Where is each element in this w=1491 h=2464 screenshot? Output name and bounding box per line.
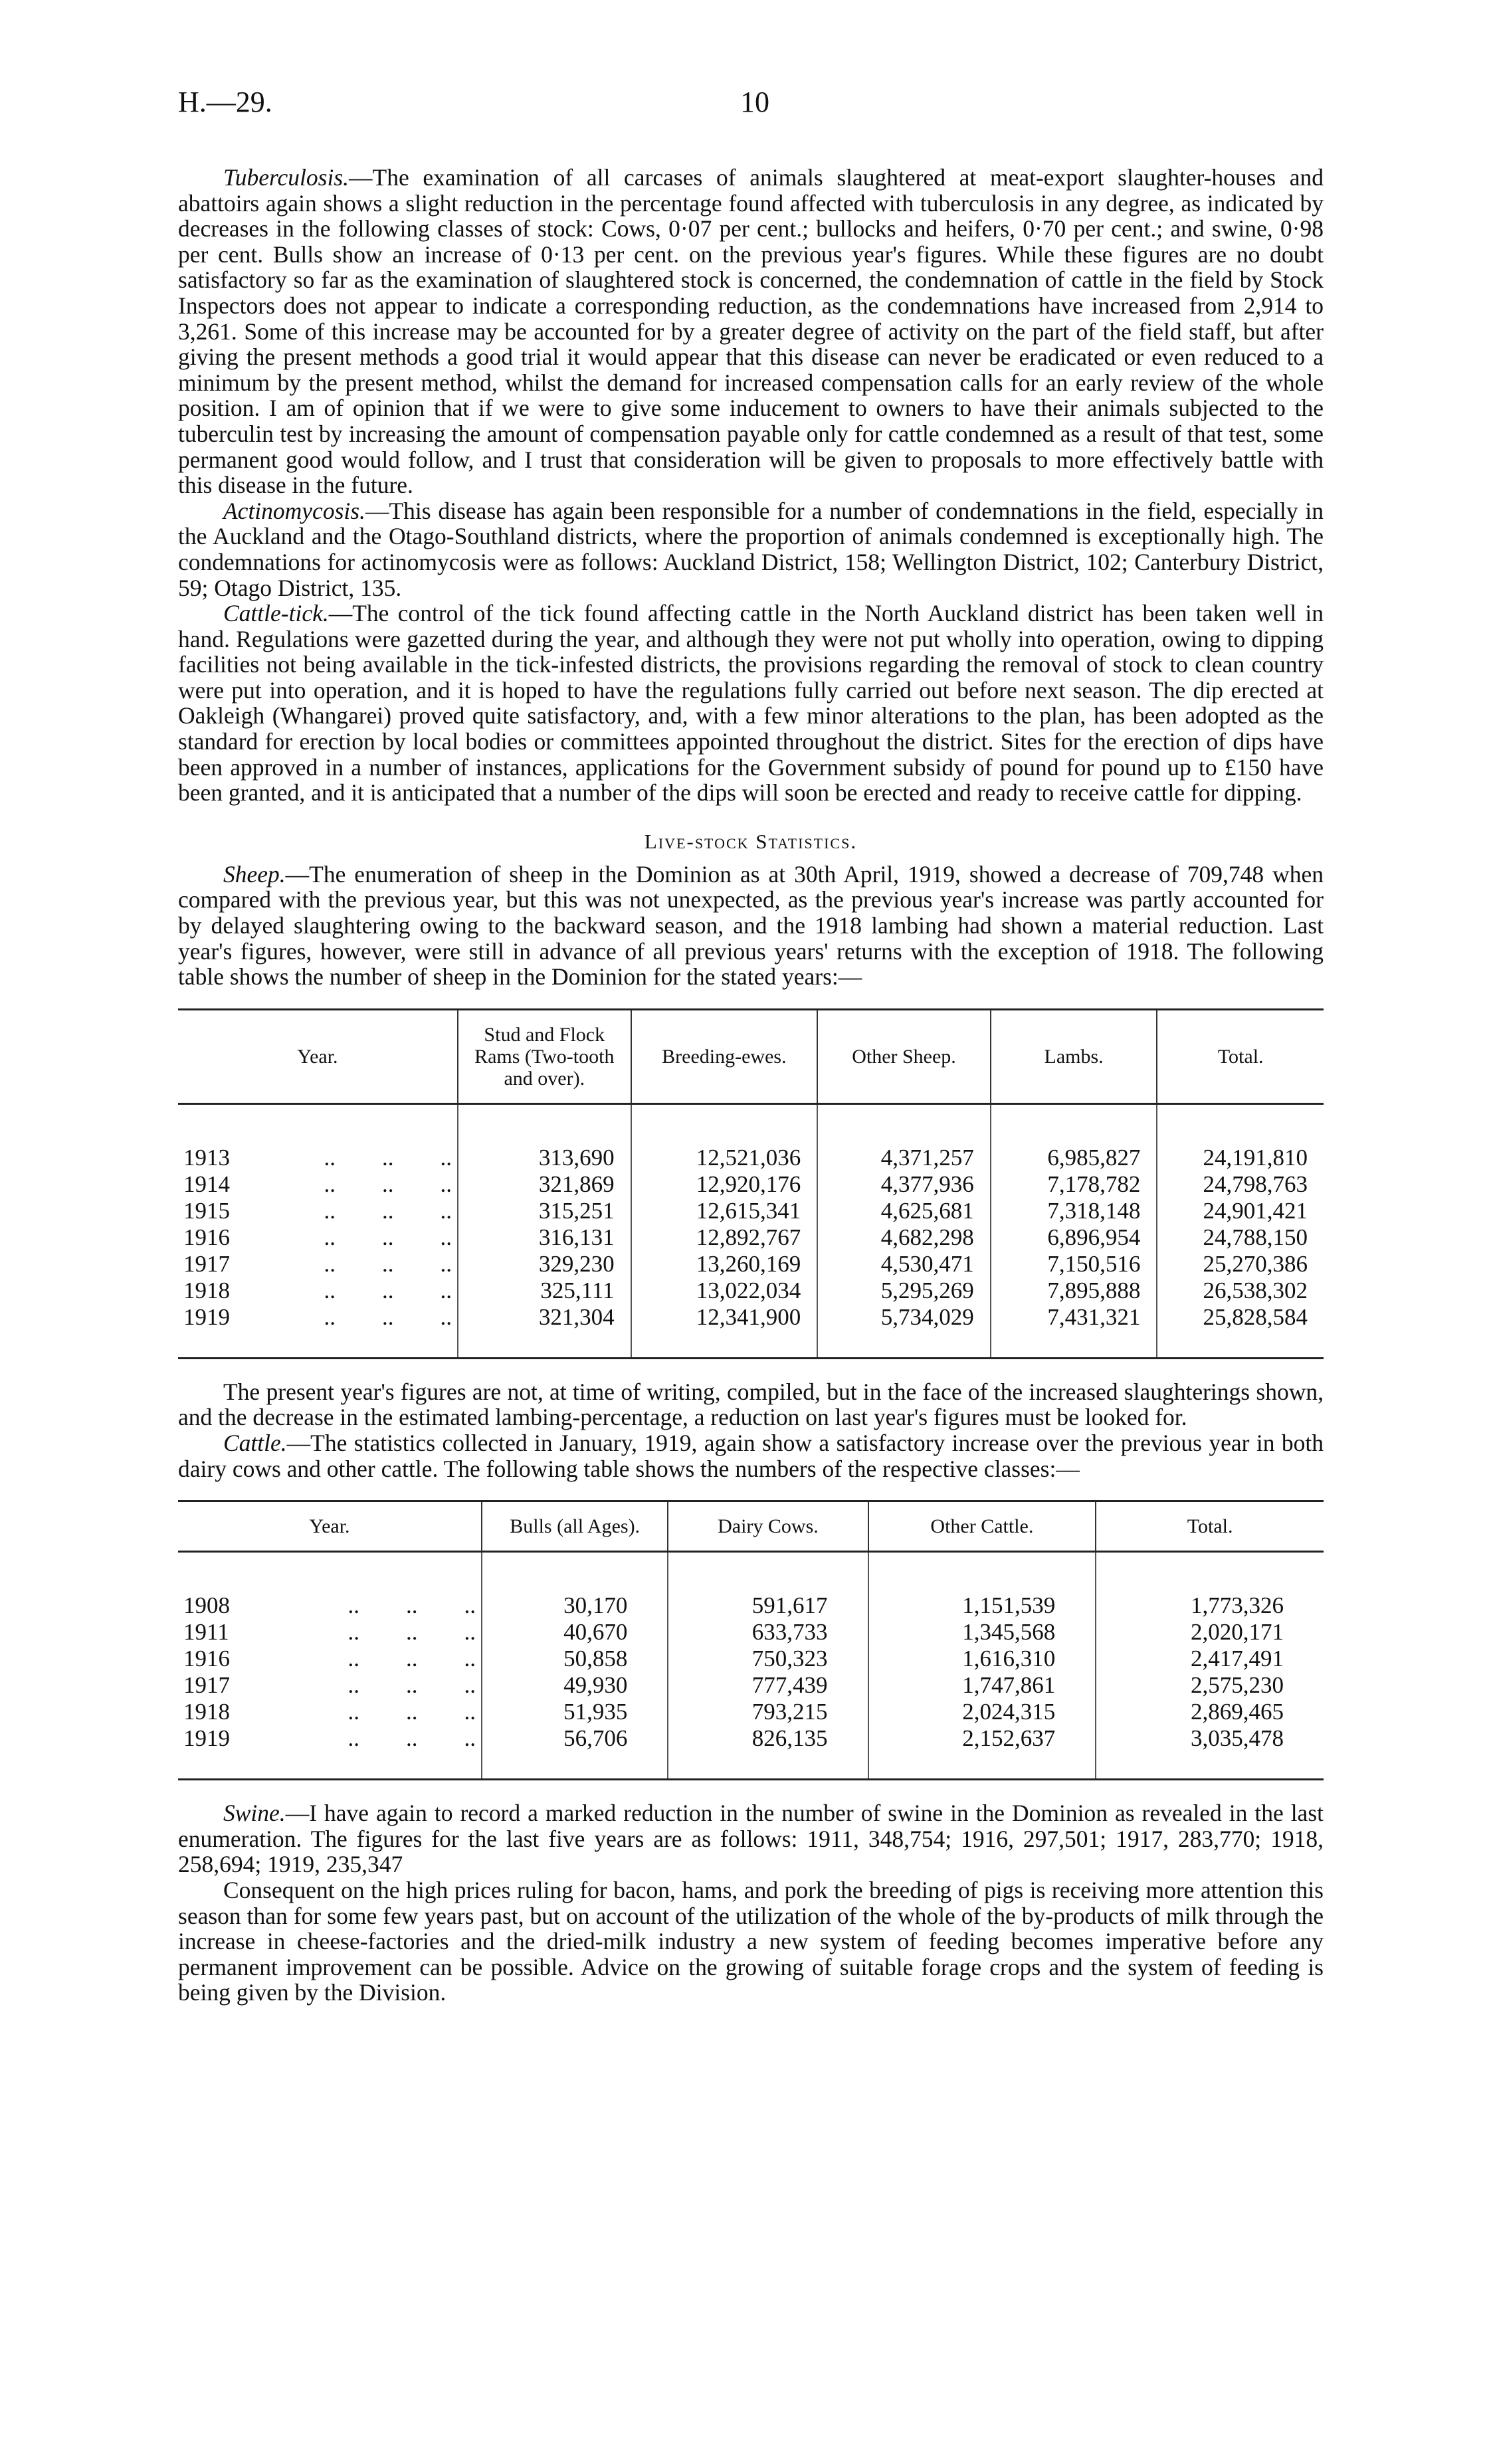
value-cell: 4,530,471 — [817, 1251, 991, 1278]
spacer-cell — [868, 1552, 1096, 1593]
year-label: 1918 — [183, 1277, 230, 1303]
value-cell: 12,615,341 — [631, 1198, 818, 1224]
spacer-cell — [668, 1552, 868, 1593]
year-cell — [178, 1592, 482, 1619]
value-cell: 2,575,230 — [1096, 1672, 1324, 1699]
year-cell — [178, 1278, 458, 1304]
column-header: Lambs. — [991, 1009, 1157, 1103]
spacer-cell — [1096, 1552, 1324, 1593]
leader-dots: .. .. .. — [348, 1619, 476, 1646]
year-label: 1908 — [183, 1592, 230, 1619]
value-cell: 2,024,315 — [868, 1699, 1096, 1725]
value-cell: 13,260,169 — [631, 1251, 818, 1278]
paragraph-sheep-outlook: The present year's figures are not, at time of writing, compiled, but in the face of the increased slaughterings shown, and the decrease in the estimated lambing-percentage, a reduction on last year's figures must be looked for. — [178, 1378, 1324, 1431]
table-row — [178, 1592, 1324, 1619]
value-cell: 313,690 — [458, 1145, 631, 1171]
value-cell: 1,151,539 — [868, 1592, 1096, 1619]
leader-dots: .. .. .. — [324, 1224, 452, 1250]
paragraph-cattle: Cattle.—The statistics collected in January, 1919, again show a satisfactory increase over the previous year in both dairy cows and other cattle. The following table shows the numbers of the respective classes:— — [178, 1430, 1324, 1482]
leader-dots: .. .. .. — [324, 1250, 452, 1277]
spacer-cell — [668, 1752, 868, 1780]
paragraph-sheep: Sheep.—The enumeration of sheep in the Dominion as at 30th April, 1919, showed a decrease of 709,748 when compared with the previous year, but this was not unexpected, as the previous year's increase was partly accounted for by delayed slaughtering owing to the backward season, and the 1918 lambing had shown a material reduction. Last year's figures, however, were still in advance of all previous years' returns with the exception of 1918. The following table shows the number of sheep in the Dominion for the stated years:— — [178, 860, 1324, 991]
year-cell — [178, 1224, 458, 1251]
table-row — [178, 1278, 1324, 1304]
value-cell: 24,191,810 — [1157, 1145, 1324, 1171]
table-row — [178, 1699, 1324, 1725]
leader-dots: .. .. .. — [348, 1725, 476, 1752]
value-cell: 826,135 — [668, 1725, 868, 1752]
value-cell: 321,869 — [458, 1171, 631, 1198]
spacer-cell — [631, 1103, 818, 1145]
year-label: 1917 — [183, 1672, 230, 1699]
year-cell — [178, 1619, 482, 1646]
leader-dots: .. .. .. — [348, 1699, 476, 1725]
table-row — [178, 1725, 1324, 1752]
spacer-cell — [178, 1103, 458, 1145]
value-cell: 325,111 — [458, 1278, 631, 1304]
spacer-cell — [868, 1752, 1096, 1780]
column-header: Breeding-ewes. — [631, 1009, 818, 1103]
year-cell — [178, 1672, 482, 1699]
value-cell: 12,892,767 — [631, 1224, 818, 1251]
value-cell: 2,020,171 — [1096, 1619, 1324, 1646]
table-row — [178, 1145, 1324, 1171]
year-cell — [178, 1699, 482, 1725]
leader-dots: .. .. .. — [348, 1592, 476, 1619]
leader-dots: .. .. .. — [324, 1303, 452, 1330]
value-cell: 4,682,298 — [817, 1224, 991, 1251]
leader-dots: .. .. .. — [324, 1144, 452, 1171]
value-cell: 12,521,036 — [631, 1145, 818, 1171]
spacer-cell — [1157, 1103, 1324, 1145]
leader-dots: .. .. .. — [348, 1672, 476, 1699]
value-cell: 7,895,888 — [991, 1278, 1157, 1304]
value-cell: 4,625,681 — [817, 1198, 991, 1224]
value-cell: 3,035,478 — [1096, 1725, 1324, 1752]
table-row — [178, 1304, 1324, 1331]
value-cell: 12,341,900 — [631, 1304, 818, 1331]
value-cell: 6,896,954 — [991, 1224, 1157, 1251]
value-cell: 12,920,176 — [631, 1171, 818, 1198]
value-cell: 777,439 — [668, 1672, 868, 1699]
value-cell: 50,858 — [482, 1646, 668, 1672]
spacer-cell — [482, 1752, 668, 1780]
value-cell: 315,251 — [458, 1198, 631, 1224]
sheep-table — [178, 1008, 1324, 1359]
value-cell: 2,152,637 — [868, 1725, 1096, 1752]
spacer-cell — [817, 1103, 991, 1145]
value-cell: 30,170 — [482, 1592, 668, 1619]
value-cell: 7,178,782 — [991, 1171, 1157, 1198]
year-cell — [178, 1251, 458, 1278]
value-cell: 7,318,148 — [991, 1198, 1157, 1224]
table-row — [178, 1224, 1324, 1251]
year-cell — [178, 1145, 458, 1171]
year-cell — [178, 1171, 458, 1198]
spacer-cell — [991, 1103, 1157, 1145]
year-label: 1917 — [183, 1250, 230, 1277]
paragraph-cattle-tick: Cattle-tick.—The control of the tick found affecting cattle in the North Auckland district has been taken well in hand. Regulations were gazetted during the year, and although they were not put wholly into operation, owing to dipping facilities not being available in the tick-infested districts, the provisions regarding the removal of stock to clean country were put into operation, and it is hoped to have the regulations fully carried out before next season. The dip erected at Oakleigh (Whangarei) proved quite satisfactory, and, with a few minor alterations to the plan, has been adopted as the standard for erection by local bodies or committees appointed throughout the district. Sites for the erection of dips have been approved in a number of instances, applications for the Government subsidy of pound for pound up to £150 have been granted, and it is anticipated that a number of the dips will soon be erected and ready to receive cattle for dipping. — [178, 600, 1324, 806]
column-header: Year. — [178, 1501, 482, 1552]
value-cell: 25,828,584 — [1157, 1304, 1324, 1331]
year-cell — [178, 1646, 482, 1672]
table-row — [178, 1672, 1324, 1699]
value-cell: 7,150,516 — [991, 1251, 1157, 1278]
value-cell: 4,377,936 — [817, 1171, 991, 1198]
value-cell: 793,215 — [668, 1699, 868, 1725]
value-cell: 24,798,763 — [1157, 1171, 1324, 1198]
value-cell: 750,323 — [668, 1646, 868, 1672]
column-header: Bulls (all Ages). — [482, 1501, 668, 1552]
column-header: Year. — [178, 1009, 458, 1103]
value-cell: 591,617 — [668, 1592, 868, 1619]
column-header: Total. — [1157, 1009, 1324, 1103]
year-cell — [178, 1198, 458, 1224]
spacer-cell — [458, 1331, 631, 1359]
value-cell: 13,022,034 — [631, 1278, 818, 1304]
column-header: Stud and Flock Rams (Two-tooth and over). — [458, 1009, 631, 1103]
leader-dots: .. .. .. — [348, 1646, 476, 1672]
table-row — [178, 1619, 1324, 1646]
table-row — [178, 1171, 1324, 1198]
spacer-cell — [458, 1103, 631, 1145]
column-header: Total. — [1096, 1501, 1324, 1552]
year-label: 1915 — [183, 1197, 230, 1224]
spacer-cell — [817, 1331, 991, 1359]
column-header: Other Cattle. — [868, 1501, 1096, 1552]
document-page — [178, 85, 1324, 2006]
value-cell: 40,670 — [482, 1619, 668, 1646]
paragraph-actinomycosis: Actinomycosis.—This disease has again been responsible for a number of condemnations in the field, especially in the Auckland and the Otago-Southland districts, where the proportion of animals condemned is exceptionally high. The condemnations for actinomycosis were as follows: Auckland District, 158; Wellington District, 102; Canterbury District, 59; Otago District, 135. — [178, 497, 1324, 601]
value-cell: 7,431,321 — [991, 1304, 1157, 1331]
year-label: 1919 — [183, 1303, 230, 1330]
year-label: 1916 — [183, 1646, 230, 1672]
value-cell: 5,295,269 — [817, 1278, 991, 1304]
year-label: 1919 — [183, 1725, 230, 1752]
value-cell: 49,930 — [482, 1672, 668, 1699]
value-cell: 1,747,861 — [868, 1672, 1096, 1699]
leader-dots: .. .. .. — [324, 1171, 452, 1197]
leader-dots: .. .. .. — [324, 1197, 452, 1224]
year-label: 1914 — [183, 1171, 230, 1197]
year-cell — [178, 1725, 482, 1752]
spacer-cell — [482, 1552, 668, 1593]
paragraph-tuberculosis: Tuberculosis.—The examination of all carcases of animals slaughtered at meat-export slaughter-houses and abattoirs again shows a slight reduction in the percentage found affected with tuberculosis in any degree, as indicated by decreases in the following classes of stock: Cows, 0·07 per cent.; bullocks and heifers, 0·70 per cent.; and swine, 0·98 per cent. Bulls show an increase of 0·13 per cent. on the previous year's figures. While these figures are no doubt satisfactory so far as the examination of slaughtered stock is concerned, the condemnation of cattle in the field by Stock Inspectors does not appear to indicate a corresponding reduction, as the condemnations have increased from 2,914 to 3,261. Some of this increase may be accounted for by a greater degree of activity on the part of the field staff, but after giving the present methods a good trial it would appear that this disease can never be eradicated or even reduced to a minimum by the present method, whilst the demand for increased compensation calls for an early review of the whole position. I am of opinion that if we were to give some inducement to owners to have their animals subjected to the tuberculin test by increasing the amount of compensation payable only for cattle condemned as a result of that test, some permanent good would follow, and I trust that consideration will be given to proposals to more effectively battle with this disease in the future. — [178, 164, 1324, 499]
value-cell: 2,417,491 — [1096, 1646, 1324, 1672]
spacer-cell — [178, 1552, 482, 1593]
document-code: H.—29. — [178, 86, 272, 118]
leader-dots: .. .. .. — [324, 1277, 452, 1303]
value-cell: 51,935 — [482, 1699, 668, 1725]
value-cell: 24,788,150 — [1157, 1224, 1324, 1251]
cattle-table — [178, 1500, 1324, 1780]
value-cell: 4,371,257 — [817, 1145, 991, 1171]
spacer-cell — [1096, 1752, 1324, 1780]
value-cell: 1,345,568 — [868, 1619, 1096, 1646]
page-number: 10 — [740, 86, 769, 118]
spacer-cell — [1157, 1331, 1324, 1359]
year-cell — [178, 1304, 458, 1331]
year-label: 1918 — [183, 1699, 230, 1725]
value-cell: 321,304 — [458, 1304, 631, 1331]
value-cell: 329,230 — [458, 1251, 631, 1278]
value-cell: 56,706 — [482, 1725, 668, 1752]
spacer-cell — [178, 1752, 482, 1780]
value-cell: 5,734,029 — [817, 1304, 991, 1331]
value-cell: 24,901,421 — [1157, 1198, 1324, 1224]
year-label: 1913 — [183, 1144, 230, 1171]
value-cell: 316,131 — [458, 1224, 631, 1251]
value-cell: 26,538,302 — [1157, 1278, 1324, 1304]
spacer-cell — [991, 1331, 1157, 1359]
paragraph-swine: Swine.—I have again to record a marked reduction in the number of swine in the Dominion as revealed in the last enumeration. The figures for the last five years are as follows: 1911, 348,754; 1916, 297,501; 1917, 283,770; 1918, 258,694; 1919, 235,347 — [178, 1800, 1324, 1878]
year-label: 1916 — [183, 1224, 230, 1250]
column-header: Other Sheep. — [817, 1009, 991, 1103]
table-row — [178, 1646, 1324, 1672]
section-heading: Live-stock Statistics. — [644, 829, 858, 853]
value-cell: 25,270,386 — [1157, 1251, 1324, 1278]
value-cell: 1,773,326 — [1096, 1592, 1324, 1619]
table-row — [178, 1251, 1324, 1278]
page-header — [178, 85, 1324, 125]
spacer-cell — [631, 1331, 818, 1359]
year-label: 1911 — [183, 1619, 229, 1646]
value-cell: 1,616,310 — [868, 1646, 1096, 1672]
spacer-cell — [178, 1331, 458, 1359]
paragraph-pig-breeding: Consequent on the high prices ruling for bacon, hams, and pork the breeding of pigs is receiving more attention this season than for some few years past, but on account of the utilization of the whole of the by-products of milk through the increase in cheese-factories and the dried-milk industry a new system of feeding becomes imperative before any permanent improvement can be possible. Advice on the growing of suitable forage crops and the system of feeding is being given by the Division. — [178, 1876, 1324, 2006]
value-cell: 2,869,465 — [1096, 1699, 1324, 1725]
value-cell: 6,985,827 — [991, 1145, 1157, 1171]
value-cell: 633,733 — [668, 1619, 868, 1646]
column-header: Dairy Cows. — [668, 1501, 868, 1552]
table-row — [178, 1198, 1324, 1224]
